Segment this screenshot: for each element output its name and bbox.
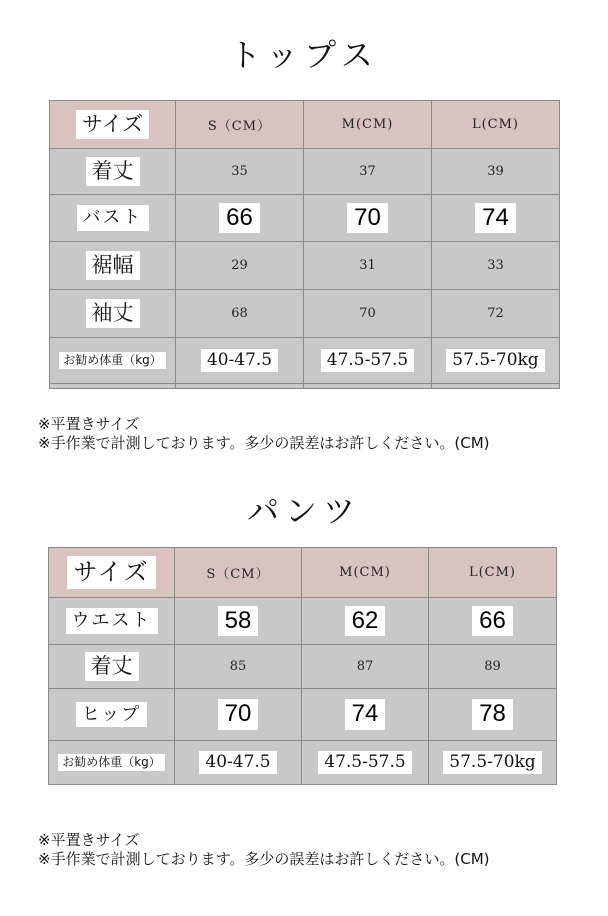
size-s-header: S（CM） (206, 567, 270, 582)
size-header-label: サイズ (76, 110, 149, 139)
cell-value: 87 (356, 659, 374, 674)
size-l-header: L(CM) (468, 565, 517, 580)
cell-value: 47.5-57.5 (318, 751, 411, 775)
size-m-header: M(CM) (339, 565, 391, 580)
header-cell (302, 548, 429, 598)
cell-value: 85 (229, 659, 247, 674)
size-l-header: L(CM) (471, 117, 520, 132)
cell-value: 40-47.5 (199, 751, 276, 775)
header-cell (175, 548, 302, 598)
table-row (50, 338, 560, 384)
cell-value: 37 (359, 164, 376, 179)
table-row (50, 290, 560, 338)
table-row (49, 598, 557, 645)
pants-size-table (48, 547, 557, 785)
cell-value: 31 (359, 258, 376, 273)
table-row (49, 645, 557, 689)
cell-value: 89 (484, 659, 501, 674)
table-header-row (49, 548, 557, 598)
cell-value: 40-47.5 (201, 349, 278, 373)
header-cell (304, 101, 432, 149)
cell-value: 68 (231, 306, 248, 321)
table-row (50, 242, 560, 290)
size-s-header: S（CM） (207, 119, 272, 134)
pants-notes (38, 831, 490, 869)
cell-value: 57.5-70kg (446, 349, 544, 373)
cell-value: 39 (487, 164, 504, 179)
pants-title: パンツ (246, 492, 361, 530)
row-label-hem-width: 裾幅 (86, 251, 140, 280)
cell-value: 72 (487, 306, 504, 321)
cell-value: 78 (472, 699, 513, 729)
size-header-label: サイズ (67, 556, 155, 588)
table-row (50, 195, 560, 242)
table-header-row (50, 101, 560, 149)
cell-value: 66 (219, 203, 260, 233)
tops-notes (38, 415, 490, 453)
row-label-length: 着丈 (85, 652, 139, 681)
cell-value: 70 (359, 306, 376, 321)
row-label-recommended-weight: お勧め体重（kg） (58, 754, 165, 771)
header-cell (429, 548, 557, 598)
cell-value: 33 (487, 258, 504, 273)
header-cell (432, 101, 560, 149)
cell-value: 58 (218, 606, 259, 636)
note-measurement: ※手作業で計測しております。多少の誤差はお許しください。(CM) (38, 434, 490, 452)
header-cell (49, 548, 175, 598)
header-cell (176, 101, 304, 149)
cell-value: 29 (231, 258, 248, 273)
cell-value: 62 (345, 606, 386, 636)
table-row (49, 741, 557, 785)
row-label-sleeve: 袖丈 (86, 299, 140, 328)
header-cell (50, 101, 176, 149)
table-row (49, 689, 557, 741)
row-label-bust: バスト (77, 205, 149, 231)
cell-value: 47.5-57.5 (321, 349, 414, 373)
cell-value: 70 (347, 203, 388, 233)
cell-value: 74 (345, 699, 386, 729)
row-label-hip: ヒップ (76, 702, 147, 728)
tops-title: トップス (229, 36, 379, 74)
cell-value: 57.5-70kg (443, 751, 541, 775)
row-label-waist: ウエスト (66, 608, 158, 634)
note-flat-size: ※平置きサイズ (38, 415, 140, 433)
table-row-partial (50, 384, 560, 389)
cell-value: 66 (472, 606, 513, 636)
cell-value: 74 (475, 203, 516, 233)
cell-value: 35 (231, 164, 248, 179)
table-row (50, 149, 560, 195)
note-measurement: ※手作業で計測しております。多少の誤差はお許しください。(CM) (38, 850, 490, 868)
row-label-length: 着丈 (86, 157, 140, 186)
note-flat-size: ※平置きサイズ (38, 831, 140, 849)
size-m-header: M(CM) (341, 117, 394, 132)
row-label-recommended-weight: お勧め体重（kg） (59, 352, 166, 369)
cell-value: 70 (218, 699, 259, 729)
tops-size-table (49, 100, 560, 389)
